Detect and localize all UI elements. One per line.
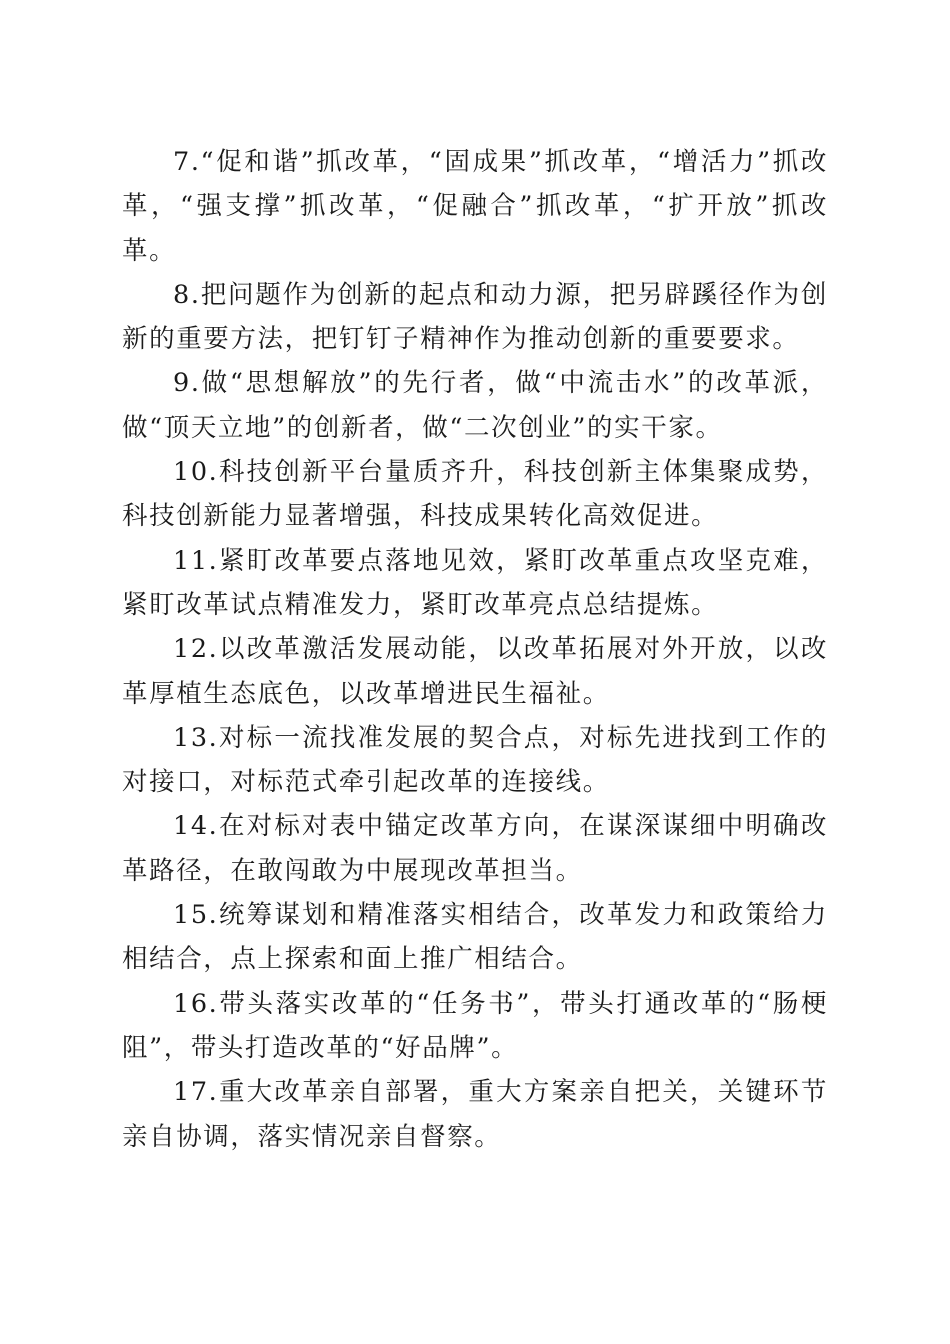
paragraph-7: 7.“促和谐”抓改革，“固成果”抓改革，“增活力”抓改革，“强支撑”抓改革，“促融合”抓改革，“扩开放”抓改革。 (122, 147, 828, 266)
paragraph-14: 14.在对标对表中锚定改革方向，在谋深谋细中明确改革路径，在敢闯敢为中展现改革担当。 (122, 811, 828, 886)
paragraph-11: 11.紧盯改革要点落地见效，紧盯改革重点攻坚克难，紧盯改革试点精准发力，紧盯改革亮点总结提炼。 (122, 545, 828, 620)
paragraph-10: 10.科技创新平台量质齐升，科技创新主体集聚成势，科技创新能力显著增强，科技成果转化高效促进。 (122, 457, 828, 532)
paragraph-17: 17.重大改革亲自部署，重大方案亲自把关，关键环节亲自协调，落实情况亲自督察。 (122, 1077, 828, 1152)
paragraph-9: 9.做“思想解放”的先行者，做“中流击水”的改革派，做“顶天立地”的创新者，做“二次创业”的实干家。 (122, 368, 828, 443)
paragraph-8: 8.把问题作为创新的起点和动力源，把另辟蹊径作为创新的重要方法，把钉钉子精神作为推动创新的重要要求。 (122, 279, 828, 355)
paragraph-13: 13.对标一流找准发展的契合点，对标先进找到工作的对接口，对标范式牵引起改革的连接线。 (122, 722, 828, 798)
paragraph-15: 15.统筹谋划和精准落实相结合，改革发力和政策给力相结合，点上探索和面上推广相结合。 (122, 900, 828, 975)
document-body (122, 140, 828, 1159)
paragraph-12: 12.以改革激活发展动能，以改革拓展对外开放，以改革厚植生态底色，以改革增进民生福祉。 (122, 634, 828, 709)
paragraph-16: 16.带头落实改革的“任务书”，带头打通改革的“肠梗阻”，带头打造改革的“好品牌”。 (122, 988, 828, 1063)
